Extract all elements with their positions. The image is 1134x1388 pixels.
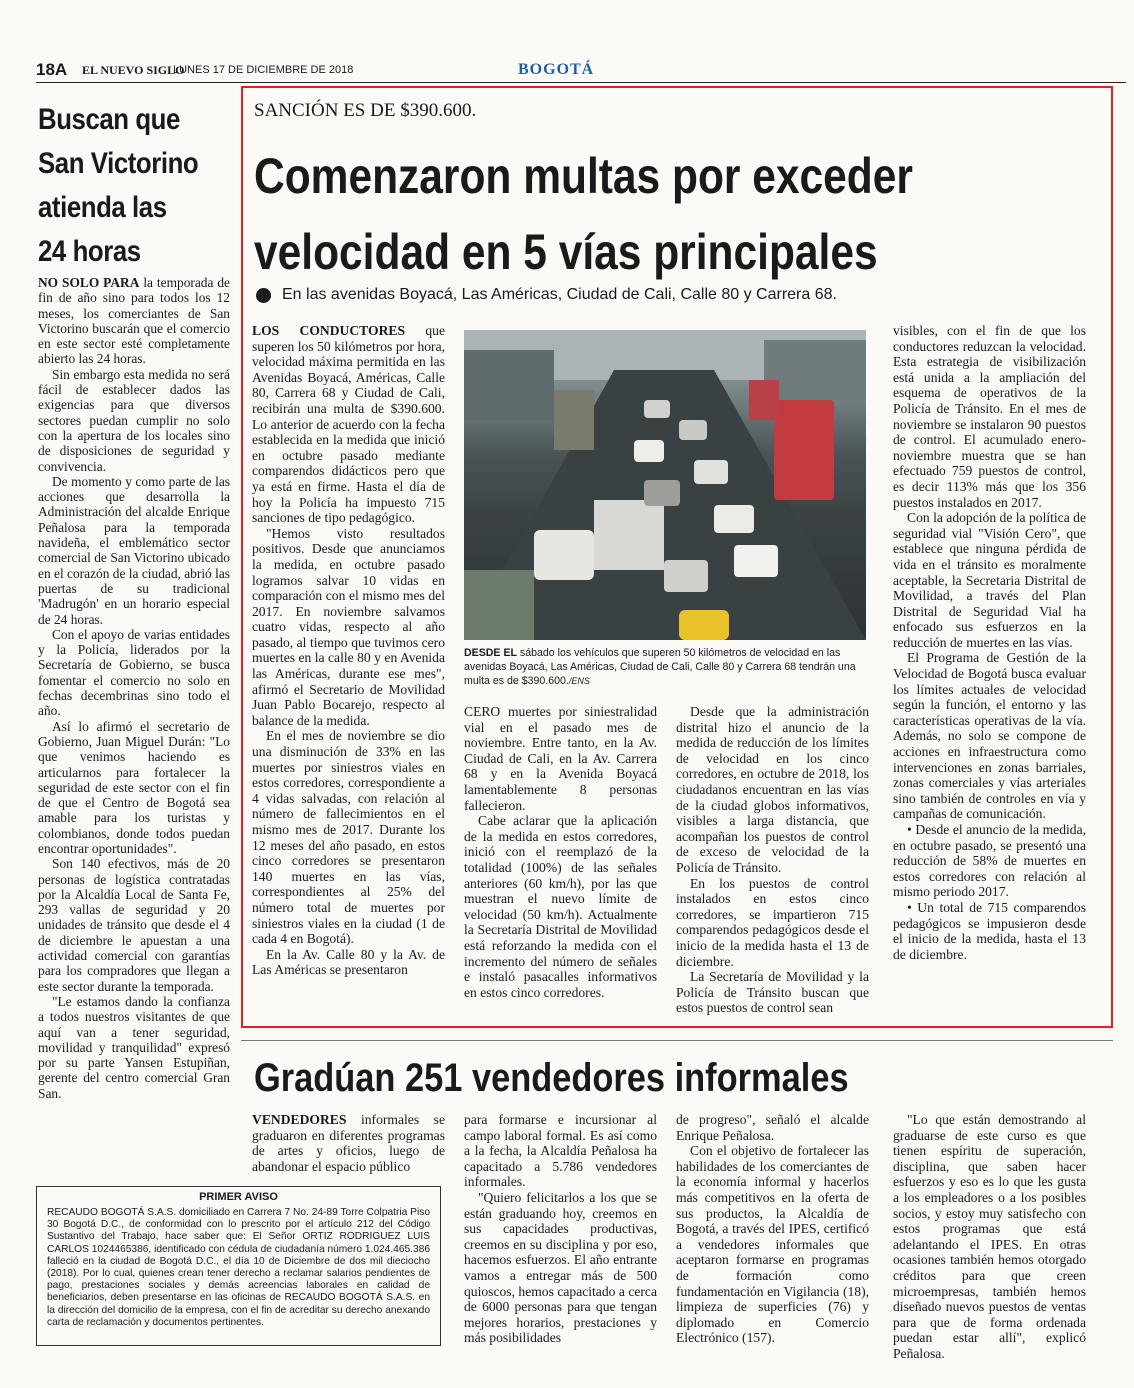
sidebar-headline-line: atienda las — [38, 191, 167, 224]
sidebar-paragraph: Con el apoyo de varias entidades y la Policía, liderados por la Secretaría de Gobierno, se busca fomentar el comercio no solo en fechas decembrinas sino todo el año. — [38, 626, 230, 719]
page-number: 18A — [36, 60, 68, 79]
sidebar-paragraph: De momento y como parte de las acciones que desarrolla la Administración del alcalde Enrique Peñalosa para la temporada navideña, el emblemático sector comercial de San Victorino ubicado en el corazón de la ciudad, abrió las puertas de su tradicional 'Madrugón' en un horario especial de 24 horas. — [38, 473, 230, 627]
second-paragraph: "Lo que están demostrando al graduarse de este curso es que tienen espíritu de superación, disciplina, que saben hacer esfuerzos y eso es lo que les gusta a los empleadores o a los posibles socios, y estoy muy satisfecho con estos programas que está adelantando el IPES. En otras ocasiones también hemos otorgado créditos para que creen microempresas, también hemos diseñado nuevos puestos de ventas para que de forma ordenada puedan estar allí", explicó Peñalosa. — [893, 1112, 1086, 1361]
second-column-1 — [252, 1112, 445, 1174]
main-column-1 — [252, 323, 445, 978]
sidebar-paragraph: Son 140 efectivos, más de 20 personas de logística contratadas por la Alcaldía Local de Santa Fe, 293 vallas de seguridad y 20 unidades de tránsito que desde el 4 de diciembre le apuestan a una actividad comercial con garantías para los compradores que llegan a este sector durante la temporada. — [38, 856, 230, 994]
sidebar-headline — [38, 98, 210, 274]
second-column-4 — [893, 1112, 1086, 1362]
sidebar-body — [38, 275, 230, 1101]
caption-lead: DESDE EL — [464, 647, 517, 659]
second-headline: Gradúan 251 vendedores informales — [254, 1056, 849, 1100]
section-rule — [241, 1040, 1113, 1041]
main-paragraph: • Un total de 715 comparendos pedagógicos se impusieron desde el inicio de la medida, hasta el 13 de diciembre. — [893, 899, 1086, 962]
page-header — [36, 60, 1126, 80]
main-paragraph: Con la adopción de la política de seguridad vial "Visión Cero", que establece que ninguna pérdida de vida en el tránsito es moralmente aceptable, la Secretaria Distrital de Movilidad, a través del Plan Distrital de Seguridad Vial ha enfocado sus esfuerzos en la reducción de muertes en las vías. — [893, 510, 1086, 650]
sidebar-lead: NO SOLO PARA — [38, 275, 140, 290]
second-column-3 — [676, 1112, 869, 1346]
sidebar-paragraph: "Le estamos dando la confianza a todos nuestros visitantes de que aquí van a tener seguridad, movilidad y tranquilidad" expresó por su parte Yansen Estupiñan, gerente del centro comercial Gran San. — [38, 993, 230, 1101]
main-paragraph: "Hemos visto resultados positivos. Desde que anunciamos la medida, en octubre pasado logramos salvar 10 vidas en comparación con el mismo mes del 2017. En noviembre salvamos cuatro vidas, respecto al año pasado, al tiempo que tuvimos cero muertes en la calle 80 y en Avenida las Américas, durante ese mes", afirmó el Secretario de Movilidad Juan Pablo Bocarejo, respecto al balance de la medida. — [252, 525, 445, 728]
main-paragraph: Cabe aclarar que la aplicación de la medida en estos corredores, inició con el reemplazó de la totalidad (100%) de las señales anteriores (60 km/h), por las que muestran el nuevo límite de velocidad (50 km/h). Actualmente la Secretaría Distrital de Movilidad está reforzando la medida con el incremento del número de señales e instaló pasacalles informativos en estos cinco corredores. — [464, 813, 657, 1000]
main-paragraph: En el mes de noviembre se dio una disminución de 33% en las muertes por siniestros viales en estos corredores, correspondiente a 4 vidas salvadas, con relación al número de fallecimientos en el mismo mes de 2017. Durante los 12 meses del año pasado, en estos cinco corredores se presentaron 140 muertes en las vías, correspondientes al 25% del número total de muertes por siniestros viales en la ciudad (1 de cada 4 en Bogotá). — [252, 728, 445, 947]
main-paragraph: Desde que la administración distrital hizo el anuncio de la medida de reducción de los límites de velocidad en los cinco corredores, en octubre de 2018, los ciudadanos encuentran en las vías de la ciudad globos informativos, visibles a larga distancia, que acompañan los puestos de control de exceso de velocidad de la Policía de Tránsito. — [676, 704, 869, 875]
bullet-icon — [256, 288, 271, 303]
photo-caption — [464, 646, 868, 688]
main-paragraph: visibles, con el fin de que los conductores reduzcan la velocidad. Esta estrategia de visibilización está unida a la ampliación del esquema de operativos de la Policía de Tránsito. En el mes de noviembre se instalaron 90 puestos de control. El acumulado enero-noviembre muestra que se han efectuado 759 puestos de control, es decir 113% más que los 356 puestos instalados en 2017. — [893, 323, 1086, 510]
caption-text: sábado los vehículos que superen 50 kilómetros de velocidad en las avenidas Boyacá, Las Américas, Ciudad de Cali, Calle 80 y Carrera 68 tendrán una multa es de $390.600. — [464, 647, 856, 687]
traffic-photo — [464, 330, 866, 640]
main-paragraph: que superen los 50 kilómetros por hora, velocidad máxima permitida en las Avenidas Boyacá, Américas, Calle 80, Carrera 68 y Ciudad de Cali, recibirán una multa de $390.600. Lo anterior de acuerdo con la fecha establecida en la medida que inició en octubre pasado mediante comparendos didácticos pero que ya está en firme. Hasta el día de hoy la Policía ha impuesto 715 sanciones de tipo pedagógico. — [252, 323, 445, 526]
second-column-2 — [464, 1112, 657, 1346]
second-paragraph: informales se graduaron en diferentes programas de artes y oficios, luego de abandonar el espacio público — [252, 1112, 445, 1174]
main-column-4 — [893, 323, 1086, 962]
main-subhead: En las avenidas Boyacá, Las Américas, Ciudad de Cali, Calle 80 y Carrera 68. — [282, 286, 837, 303]
main-headline-line: velocidad en 5 vías principales — [254, 224, 878, 280]
main-headline — [254, 138, 985, 290]
notice-title: PRIMER AVISO — [199, 1191, 278, 1203]
sidebar-headline-line: 24 horas — [38, 235, 141, 268]
main-headline-line: Comenzaron multas por exceder — [254, 148, 913, 204]
main-paragraph: El Programa de Gestión de la Velocidad de Bogotá busca evaluar los límites actuales de velocidad según la función, el entorno y las características operativas de la vía. Además, no solo se compone de acciones en infraestructura como intervenciones en zonas barriales, zonas comerciales y vías arteriales sino también de controles en vía y campañas de comunicación. — [893, 650, 1086, 822]
second-lead: VENDEDORES — [252, 1112, 347, 1127]
sidebar-paragraph: la temporada de fin de año sino para todos los 12 meses, los comerciantes de San Victorino buscarán que el comercio en este sector esté completamente abierto las 24 horas. — [38, 275, 231, 367]
main-paragraph: En los puestos de control instalados en estos cinco corredores, se impartieron 715 comparendos pedagógicos desde el inicio de la medida hasta el 13 de diciembre. — [676, 875, 869, 969]
main-paragraph: La Secretaría de Movilidad y la Policía de Tránsito buscan que estos puestos de control sean — [676, 969, 869, 1016]
issue-date: LUNES 17 DE DICIEMBRE DE 2018 — [173, 64, 354, 76]
second-paragraph: Con el objetivo de fortalecer las habilidades de los comerciantes de la economía informal y hacerlos más competitivos en la oferta de sus productos, la Alcaldía de Bogotá, a través del IPES, certificó a vendedores informales que aceptaron formarse en programas de formación como fundamentación en Vigilancia (18), limpieza de superficies (76) y diplomado en Comercio Electrónico (157). — [676, 1143, 869, 1346]
legal-notice — [36, 1186, 441, 1346]
traffic-photo-illustration — [464, 330, 866, 640]
main-column-3 — [676, 704, 869, 1016]
second-paragraph: "Quiero felicitarlos a los que se están graduando hoy, creemos en sus capacidades productivas, creemos en su disciplina y por eso, hacemos esfuerzos. El año entrante vamos a entregar más de 500 quioscos, hemos capacitado a cerca de 6000 personas para que tengan mejores horarios, prestaciones y más posibilidades — [464, 1189, 657, 1346]
second-paragraph: de progreso", señaló el alcalde Enrique Peñalosa. — [676, 1112, 869, 1143]
main-kicker: SANCIÓN ES DE $390.600. — [254, 100, 477, 121]
paper-name: EL NUEVO SIGLO — [82, 63, 185, 77]
section-name: BOGOTÁ — [518, 61, 595, 78]
main-paragraph: • Desde el anuncio de la medida, en octubre pasado, se presentó una reducción de 58% de muertes en estos corredores con relación al mismo periodo 2017. — [893, 822, 1086, 900]
main-lead: LOS CONDUCTORES — [252, 323, 406, 338]
main-column-2 — [464, 704, 657, 1000]
sidebar-paragraph: Sin embargo esta medida no será fácil de establecer dados las exigencias para que diversos sectores puedan cumplir no solo con la apertura de los locales sino de disposiciones de seguridad y convivencia. — [38, 366, 230, 474]
notice-body: RECAUDO BOGOTÁ S.A.S. domiciliado en Carrera 7 No. 24-89 Torre Colpatria Piso 30 Bogotá D.C., de conformidad con lo prescrito por el artículo 212 del Código Sustantivo del Trabajo, hace saber que: El Señor ORTIZ RODRIGUEZ LUIS CARLOS 1024465386, identificado con cédula de ciudadanía número 1.024.465.386 falleció en la ciudad de Bogotá D.C., el día 10 de Diciembre de dos mil dieciocho (2018). Por lo cual, quienes crean tener derecho a reclamar salarios pendientes de pago, prestaciones sociales y demás acreencias laborales en calidad de beneficiarios, deben presentarse en las oficinas de RECAUDO BOGOTÁ S.A.S. en la dirección del domicilio de la empresa, con el fin de acreditar su derecho anexando carta de reclamación y documentos pertinentes. — [47, 1207, 430, 1328]
main-paragraph: En la Av. Calle 80 y la Av. de Las Américas se presentaron — [252, 946, 445, 978]
sidebar-paragraph: Así lo afirmó el secretario de Gobierno, Juan Miguel Durán: "Lo que venimos haciendo es articularnos para fortalecer la seguridad de este sector con el fin de que el Centro de Bogotá sea amable para los turistas y colombianos, donde todos puedan encontrar oportunidades". — [38, 718, 230, 856]
sidebar-headline-line: San Victorino — [38, 147, 199, 180]
header-rule — [36, 82, 1126, 83]
caption-credit: /ENS — [568, 676, 590, 686]
main-paragraph: CERO muertes por siniestralidad vial en el pasado mes de noviembre. Entre tanto, en la Av. Ciudad de Cali, en la Av. Carrera 68 y en la Avenida Boyacá lamentablemente 8 personas fallecieron. — [464, 704, 657, 813]
second-paragraph: para formarse e incursionar al campo laboral formal. Es así como a la fecha, la Alcaldía Peñalosa ha capacitado a 5.786 vendedores informales. — [464, 1112, 657, 1190]
sidebar-headline-line: Buscan que — [38, 103, 180, 136]
